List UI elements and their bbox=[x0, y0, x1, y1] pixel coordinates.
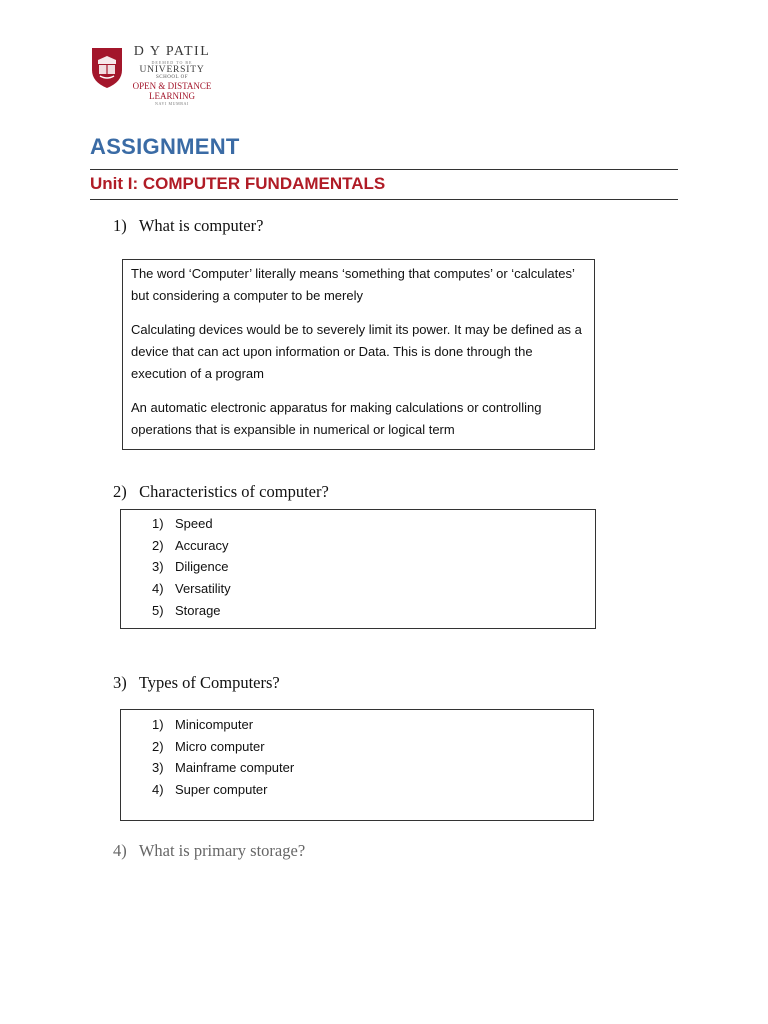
list-item-text: Accuracy bbox=[175, 537, 229, 553]
answer-paragraph: An automatic electronic apparatus for making calculations or controlling operations that is expansible in numerical or logical term bbox=[131, 400, 542, 437]
list-item-number: 3) bbox=[152, 760, 164, 776]
question-3 bbox=[113, 673, 280, 693]
list-item bbox=[152, 736, 593, 758]
list-item-text: Mainframe computer bbox=[175, 760, 295, 776]
question-number: 1) bbox=[113, 216, 127, 235]
answer-list bbox=[152, 714, 593, 801]
list-item-text: Super computer bbox=[175, 782, 268, 798]
list-item-number: 1) bbox=[152, 516, 164, 531]
page-title: ASSIGNMENT bbox=[90, 134, 240, 159]
list-item bbox=[152, 714, 593, 736]
question-text: What is computer? bbox=[138, 216, 264, 235]
question-text: Types of Computers? bbox=[138, 673, 280, 692]
question-text: What is primary storage? bbox=[138, 841, 306, 860]
unit-divider bbox=[90, 199, 678, 200]
list-item-number: 2) bbox=[152, 738, 164, 754]
question-number: 3) bbox=[113, 673, 127, 692]
list-item-text: Diligence bbox=[175, 559, 229, 575]
answer-box-1 bbox=[122, 259, 595, 450]
list-item-number: 1) bbox=[152, 717, 164, 732]
shield-icon bbox=[90, 46, 124, 90]
logo-name: D Y PATIL bbox=[133, 44, 211, 59]
question-number: 2) bbox=[113, 482, 127, 501]
list-item-number: 2) bbox=[152, 537, 164, 553]
list-item-number: 3) bbox=[152, 559, 164, 575]
logo-city: NAVI MUMBAI bbox=[155, 101, 189, 106]
list-item bbox=[152, 535, 595, 557]
university-logo bbox=[90, 44, 220, 112]
logo-wordmark bbox=[126, 44, 218, 106]
question-2 bbox=[113, 482, 329, 502]
list-item bbox=[152, 600, 595, 622]
logo-line1: OPEN & DISTANCE bbox=[132, 81, 212, 91]
list-item-text: Micro computer bbox=[175, 738, 265, 754]
list-item-text: Storage bbox=[175, 602, 221, 618]
list-item-text: Minicomputer bbox=[175, 717, 254, 732]
question-number: 4) bbox=[113, 841, 127, 860]
answer-paragraph: Calculating devices would be to severely limit its power. It may be defined as a device that can act upon information or Data. This is done through the execution of a program bbox=[131, 322, 582, 381]
list-item-number: 4) bbox=[152, 581, 164, 597]
logo-school-of: SCHOOL OF bbox=[156, 75, 188, 80]
logo-deemed: DEEMED TO BE bbox=[151, 60, 193, 65]
list-item-text: Versatility bbox=[175, 581, 231, 597]
list-item-text: Speed bbox=[175, 516, 213, 531]
answer-box-2 bbox=[120, 509, 596, 629]
list-item-number: 4) bbox=[152, 782, 164, 798]
title-divider bbox=[90, 169, 678, 170]
list-item bbox=[152, 578, 595, 600]
logo-line2: LEARNING bbox=[149, 91, 195, 101]
list-item bbox=[152, 757, 593, 779]
question-1 bbox=[113, 216, 263, 236]
answer-paragraph: The word ‘Computer’ literally means ‘something that computes’ or ‘calculates’ but considering a computer to be merely bbox=[131, 266, 575, 303]
unit-heading: Unit I: COMPUTER FUNDAMENTALS bbox=[90, 174, 386, 193]
question-4 bbox=[113, 841, 305, 861]
answer-list bbox=[152, 513, 595, 621]
logo-university: UNIVERSITY bbox=[139, 65, 205, 75]
list-item bbox=[152, 556, 595, 578]
list-item bbox=[152, 779, 593, 801]
question-text: Characteristics of computer? bbox=[139, 482, 329, 501]
answer-box-3 bbox=[120, 709, 594, 821]
list-item bbox=[152, 513, 595, 535]
list-item-number: 5) bbox=[152, 602, 164, 618]
